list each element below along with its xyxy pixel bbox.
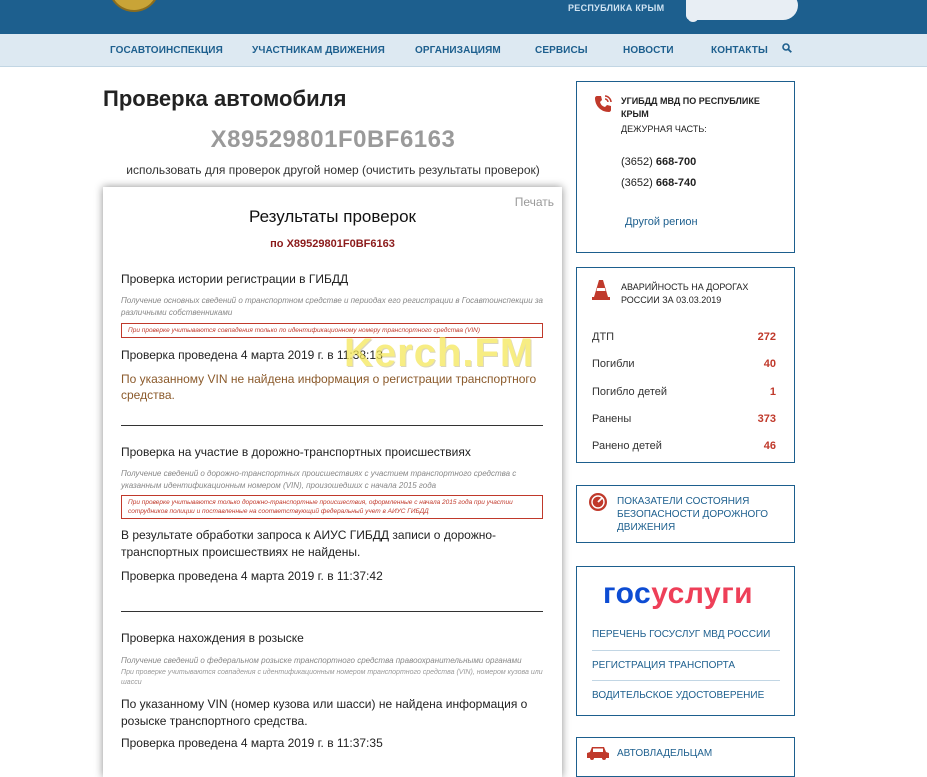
nav-item-organizaciyam[interactable]: ОРГАНИЗАЦИЯМ bbox=[415, 45, 501, 56]
phone-number: 668-700 bbox=[655, 156, 697, 168]
gosuslugi-logo-part2: услуги bbox=[651, 577, 754, 610]
owners-box[interactable] bbox=[576, 737, 795, 777]
contact-title: УГИБДД МВД ПО РЕСПУБЛИКЕ КРЫМ bbox=[621, 96, 760, 119]
accidents-box bbox=[576, 267, 795, 463]
section-description: Получение сведений о федеральном розыске транспортного средства правоохранительными органами bbox=[121, 656, 522, 665]
section-note: При проверке учитываются совпадения с идентификационным номером транспортного средства (VIN), номером кузова или шасси bbox=[121, 669, 543, 686]
nav-item-servisy[interactable]: СЕРВИСЫ bbox=[535, 45, 588, 56]
check-registration-section bbox=[121, 272, 543, 403]
gosuslugi-logo-part1: гос bbox=[603, 577, 652, 610]
nav-item-novosti[interactable]: НОВОСТИ bbox=[623, 45, 674, 56]
site-header bbox=[0, 0, 927, 34]
section-description: Получение сведений о дорожно-транспортных происшествиях с участием транспортного средства с указанным идентификационным номером (VIN), произошедших с начала 2015 года bbox=[121, 469, 517, 490]
stat-label: ДТП bbox=[592, 331, 615, 343]
stat-value: 272 bbox=[757, 331, 776, 343]
section-note: При проверке учитываются только дорожно-транспортные происшествия, оформленные с начала 2015 года при участии сотрудников полиции и поставленные на соответствующий федеральный учет в АИУС ГИБДД bbox=[121, 495, 543, 519]
phone-code: (3652) bbox=[621, 177, 653, 189]
check-dtp-section bbox=[121, 445, 543, 583]
stat-row-dtp bbox=[592, 331, 776, 343]
stat-row-injured bbox=[592, 413, 776, 425]
divider bbox=[592, 680, 780, 681]
section-heading: Проверка на участие в дорожно-транспортных происшествиях bbox=[121, 445, 471, 459]
gauge-icon bbox=[588, 492, 608, 512]
print-link[interactable]: Печать bbox=[514, 195, 554, 209]
page-title: Проверка автомобиля bbox=[103, 86, 347, 111]
phone-number: 668-740 bbox=[655, 177, 697, 189]
nav-item-uchastnikam[interactable]: УЧАСТНИКАМ ДВИЖЕНИЯ bbox=[252, 45, 385, 56]
watermark: Kerch.FM bbox=[344, 331, 535, 375]
phone-code: (3652) bbox=[621, 156, 653, 168]
section-description: Получение основных сведений о транспортном средстве и периодах его регистрации в Госавтоинспекции за различными собственниками bbox=[121, 296, 543, 317]
section-heading: Проверка истории регистрации в ГИБДД bbox=[121, 272, 349, 286]
stat-value: 46 bbox=[763, 440, 776, 452]
accidents-title: АВАРИЙНОСТЬ НА ДОРОГАХ РОССИИ ЗА 03.03.2019 bbox=[621, 282, 749, 305]
stat-row-children-injured bbox=[592, 440, 776, 452]
stat-label: Ранены bbox=[592, 413, 632, 425]
stat-label: Погибло детей bbox=[592, 386, 668, 398]
gosuslugi-logo[interactable] bbox=[603, 577, 753, 611]
safety-title[interactable]: ПОКАЗАТЕЛИ СОСТОЯНИЯ БЕЗОПАСНОСТИ ДОРОЖНОГО ДВИЖЕНИЯ bbox=[617, 496, 768, 533]
other-number-link[interactable]: использовать для проверок другой номер (очистить результаты проверок) bbox=[126, 163, 540, 177]
nav-item-gosavtoinspekciya[interactable]: ГОСАВТОИНСПЕКЦИЯ bbox=[110, 45, 223, 56]
other-region-link[interactable]: Другой регион bbox=[625, 216, 698, 228]
main-nav bbox=[0, 34, 927, 67]
divider bbox=[121, 425, 543, 426]
section-date: Проверка проведена 4 марта 2019 г. в 11:38:13 bbox=[121, 348, 383, 362]
gosuslugi-link-list[interactable]: ПЕРЕЧЕНЬ ГОСУСЛУГ МВД РОССИИ bbox=[592, 629, 771, 640]
results-title: Результаты проверок bbox=[248, 207, 416, 226]
contact-box bbox=[576, 81, 795, 253]
stat-row-children-died bbox=[592, 386, 776, 398]
car-icon bbox=[586, 745, 610, 761]
divider bbox=[592, 650, 780, 651]
check-wanted-section bbox=[121, 631, 543, 750]
emblem-icon[interactable] bbox=[108, 0, 160, 12]
gosuslugi-link-license[interactable]: ВОДИТЕЛЬСКОЕ УДОСТОВЕРЕНИЕ bbox=[592, 690, 765, 701]
section-heading: Проверка нахождения в розыске bbox=[121, 631, 304, 645]
section-result: По указанному VIN не найдена информация о регистрации транспортного средства. bbox=[121, 372, 537, 402]
stat-label: Ранено детей bbox=[592, 440, 662, 452]
stat-row-died bbox=[592, 358, 776, 370]
stat-value: 373 bbox=[757, 413, 776, 425]
phone-1[interactable] bbox=[621, 156, 696, 168]
region-title: РЕСПУБЛИКА КРЫМ bbox=[568, 3, 665, 13]
stat-value: 1 bbox=[769, 386, 776, 398]
traffic-cone-icon bbox=[592, 279, 610, 301]
section-result: По указанному VIN (номер кузова или шасси) не найдена информация о розыске транспортного средства. bbox=[121, 697, 528, 728]
results-vin: по X89529801F0BF6163 bbox=[270, 238, 395, 250]
owners-title[interactable]: АВТОВЛАДЕЛЬЦАМ bbox=[617, 748, 713, 759]
results-panel bbox=[103, 187, 562, 777]
divider bbox=[121, 611, 543, 612]
search-icon[interactable] bbox=[782, 43, 792, 56]
section-date: Проверка проведена 4 марта 2019 г. в 11:37:42 bbox=[121, 569, 383, 583]
nav-item-kontakty[interactable]: КОНТАКТЫ bbox=[711, 45, 768, 56]
russia-map-icon[interactable] bbox=[686, 0, 798, 20]
gosuslugi-link-registration[interactable]: РЕГИСТРАЦИЯ ТРАНСПОРТА bbox=[592, 660, 736, 671]
stat-value: 40 bbox=[763, 358, 776, 370]
stat-label: Погибли bbox=[592, 358, 635, 370]
vin-number: X89529801F0BF6163 bbox=[210, 126, 456, 153]
section-date: Проверка проведена 4 марта 2019 г. в 11:37:35 bbox=[121, 736, 383, 750]
phone-icon bbox=[593, 94, 613, 114]
gosuslugi-box bbox=[576, 566, 795, 716]
section-note: При проверке учитываются совпадения только по идентификационному номеру транспортного средства (VIN) bbox=[121, 323, 543, 338]
duty-label: ДЕЖУРНАЯ ЧАСТЬ: bbox=[621, 124, 707, 134]
section-result: В результате обработки запроса к АИУС ГИБДД записи о дорожно-транспортных происшествиях не найдены. bbox=[121, 528, 497, 559]
safety-box[interactable] bbox=[576, 485, 795, 543]
phone-2[interactable] bbox=[621, 177, 696, 189]
